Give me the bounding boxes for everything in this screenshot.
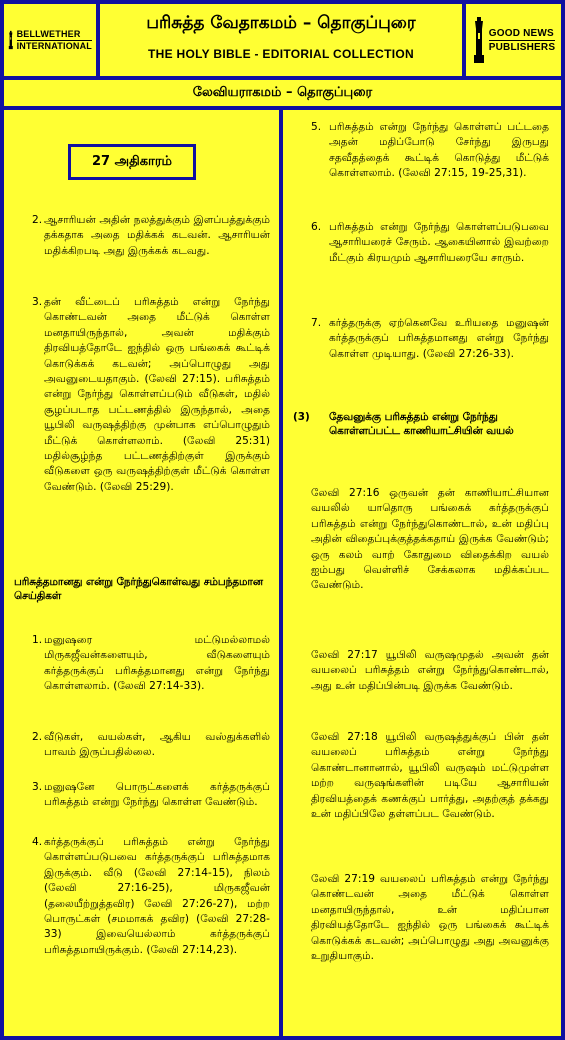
- item-text: பரிசுத்தம் என்று நேர்ந்து கொள்ளப்படுபவை ஆசாரியரைச் சேரும். ஆகையினால் இவற்றை மீட்கும் கிரயமும் ஆசாரியரையே சாரும்.: [329, 221, 549, 264]
- section-heading: [293, 410, 545, 438]
- item-number: 3.: [32, 781, 43, 793]
- logo-line-2: INTERNATIONAL: [16, 40, 92, 51]
- bell-tower-icon: [8, 17, 14, 63]
- list-item: [311, 220, 549, 266]
- title-english: THE HOLY BIBLE - EDITORIAL COLLECTION: [147, 47, 414, 61]
- logo-line-1: GOOD NEWS: [488, 27, 554, 39]
- item-number: 2.: [32, 731, 43, 743]
- item-text: கர்த்தருக்கு ஏற்கெனவே உரியதை மனுஷன் கர்த்தருக்குப் பரிசுத்தமானது என்று நேர்ந்து கொள்ள முடியாது. (லேவி 27:26-33).: [329, 317, 549, 360]
- logo-line-1: BELLWETHER: [17, 29, 92, 41]
- logo-text-right: [489, 27, 555, 54]
- item-number: 1.: [32, 634, 43, 646]
- list-item: [32, 213, 270, 259]
- list-item: [32, 780, 270, 811]
- subtitle-banner: [4, 80, 561, 106]
- logo-text-left: [17, 29, 92, 52]
- publisher-logo-left: [4, 4, 96, 76]
- item-number: 3.: [32, 296, 43, 308]
- item-number: 4.: [32, 836, 43, 848]
- section-heading: பரிசுத்தமானது என்று நேர்ந்துகொள்வது சம்பந்தமான செய்திகள்: [14, 576, 263, 602]
- item-text: ஆசாரியன் அதின் நலத்துக்கும் இளப்பத்துக்கும் தக்கதாக அதை மதிக்கக் கடவன். ஆசாரியன் மதிக்கிறபடி அது இருக்கக் கடவது.: [44, 214, 270, 257]
- book-subtitle: லேவியராகமம் – தொகுப்புரை: [192, 85, 373, 100]
- bell-tower-icon: [472, 17, 486, 63]
- paragraph: லேவி 27:16 ஒருவன் தன் காணியாட்சியான வயலில் யாதொரு பங்கைக் கர்த்தருக்குப் பரிசுத்தம் என்று நேர்ந்துகொண்டால், உன் மதிப்பு அதின் விதைப்புக்குத்தக்கதாய் இருக்க வேண்டும்; ஒரு கலம் வாற் கோதுமை விதைக்கிற வயல் ஐம்பது வெள்ளிச் சேக்கலாக மதிக்கப்பட வேண்டும்.: [311, 487, 549, 592]
- item-number: 7.: [311, 317, 322, 329]
- heading-number: (3): [293, 411, 310, 423]
- item-number: 2.: [32, 214, 43, 226]
- heading-text: தேவனுக்கு பரிசுத்தம் என்று நேர்ந்து கொள்ளப்பட்ட காணியாட்சியின் வயல்: [329, 411, 514, 437]
- title-tamil: பரிசுத்த வேதாகமம் – தொகுப்புரை: [146, 13, 416, 33]
- item-text: வீடுகள், வயல்கள், ஆகிய வஸ்துக்களில் பாவம் இருப்பதில்லை.: [44, 731, 270, 759]
- list-item: [32, 633, 270, 695]
- item-text: மனுஷரை மட்டுமல்லாமல் மிருகஜீவன்களையும், வீடுகளையும் கர்த்தருக்குப் பரிசுத்தமானது என்று நேர்ந்து கொள்ளலாம். (லேவி 27:14-33).: [44, 634, 270, 693]
- list-item: [32, 295, 270, 495]
- paragraph: லேவி 27:17 யூபிலி வருஷமுதல் அவன் தன் வயலைப் பரிசுத்தம் என்று நேர்ந்துகொண்டால், அது உன் மதிப்பின்படி இருக்க வேண்டும்.: [311, 649, 549, 692]
- list-item: [311, 120, 549, 182]
- list-item: [311, 316, 549, 362]
- item-number: 6.: [311, 221, 322, 233]
- title-banner: [100, 4, 462, 76]
- paragraph: லேவி 27:19 வயலைப் பரிசுத்தம் என்று நேர்ந்து கொண்டவன் அதை மீட்டுக் கொள்ள மனதாயிருந்தால், உன் மதிப்பான திரவியத்தோடே ஐந்தில் ஒரு பங்கைக் கூட்டிக் கொடுக்கக் கடவன்; அப்பொழுது அது அவனுக்கு உறுதியாகும்.: [311, 873, 549, 963]
- list-item: [32, 835, 270, 958]
- left-column: [4, 110, 279, 1036]
- paragraph: லேவி 27:18 யூபிலி வருஷத்துக்குப் பின் தன் வயலைப் பரிசுத்தம் என்று நேர்ந்து கொண்டானானால், யூபிலி வருஷம் மட்டுமுள்ள மற்ற வருஷங்களின் படியே ஆசாரியன் திரவியத்தைக் கணக்குப் பார்த்து, அதற்குத் தக்கது உன் மதிப்பிலே தள்ளப்பட வேண்டும்.: [311, 731, 549, 821]
- item-text: மனுஷனே பொருட்களைக் கர்த்தருக்குப் பரிசுத்தம் என்று நேர்ந்து கொள்ள வேண்டும்.: [44, 781, 270, 809]
- publisher-logo-right: [466, 4, 561, 76]
- item-number: 5.: [311, 121, 322, 133]
- right-column: [283, 110, 561, 1036]
- item-text: தன் வீட்டைப் பரிசுத்தம் என்று நேர்ந்து கொண்டவன் அதை மீட்டுக் கொள்ள மனதாயிருந்தால், அவன் மதிக்கும் திரவியத்தோடே ஐந்தில் ஒரு பங்கைக் கூட்டிக் கொடுக்கக் கடவன்; அப்பொழுது அது அவனுடையதாகும். (லேவி 27:15). பரிசுத்தம் என்று நேர்ந்து கொள்ளப்படும் வீடுகள், மதில் சூழப்படாத பட்டணத்தில் இருந்தால், அதை யூபிலி வருஷத்திற்கு முன்பாக எப்பொழுதும் மீட்டுக் கொள்ளலாம். (லேவி 25:31) மதில்சூழ்ந்த பட்டணத்திற்குள் இருக்கும் வீடுகளை ஒரு வருஷத்திற்குள் மீட்டுக் கொள்ள வேண்டும். (லேவி 25:29).: [44, 296, 270, 493]
- list-item: [32, 730, 270, 761]
- item-text: பரிசுத்தம் என்று நேர்ந்து கொள்ளப் பட்டதை அதன் மதிப்போடு சேர்ந்து இருபது சதவீதத்தைக் கூட்டிக் கொடுத்து மீட்டுக் கொள்ளலாம். (லேவி 27:15, 19-25,31).: [329, 121, 549, 180]
- logo-line-2: PUBLISHERS: [488, 41, 556, 53]
- chapter-label: 27 அதிகாரம்: [68, 144, 196, 180]
- item-text: கர்த்தருக்குப் பரிசுத்தம் என்று நேர்ந்து கொள்ளப்படுபவை கர்த்தருக்குப் பரிசுத்தமாக இருக்கும். வீடு (லேவி 27:14-15), நிலம் (லேவி 27:16-25), மிருகஜீவன் (தலையீற்றுத்தவிர) லேவி 27:26-27), மற்ற பொருட்கள் (சமமாகக் தவிர) (லேவி 27:28-33) இவையெல்லாம் கர்த்தருக்குப் பரிசுத்தமாயிருக்கும். (லேவி 27:14,23).: [44, 836, 270, 956]
